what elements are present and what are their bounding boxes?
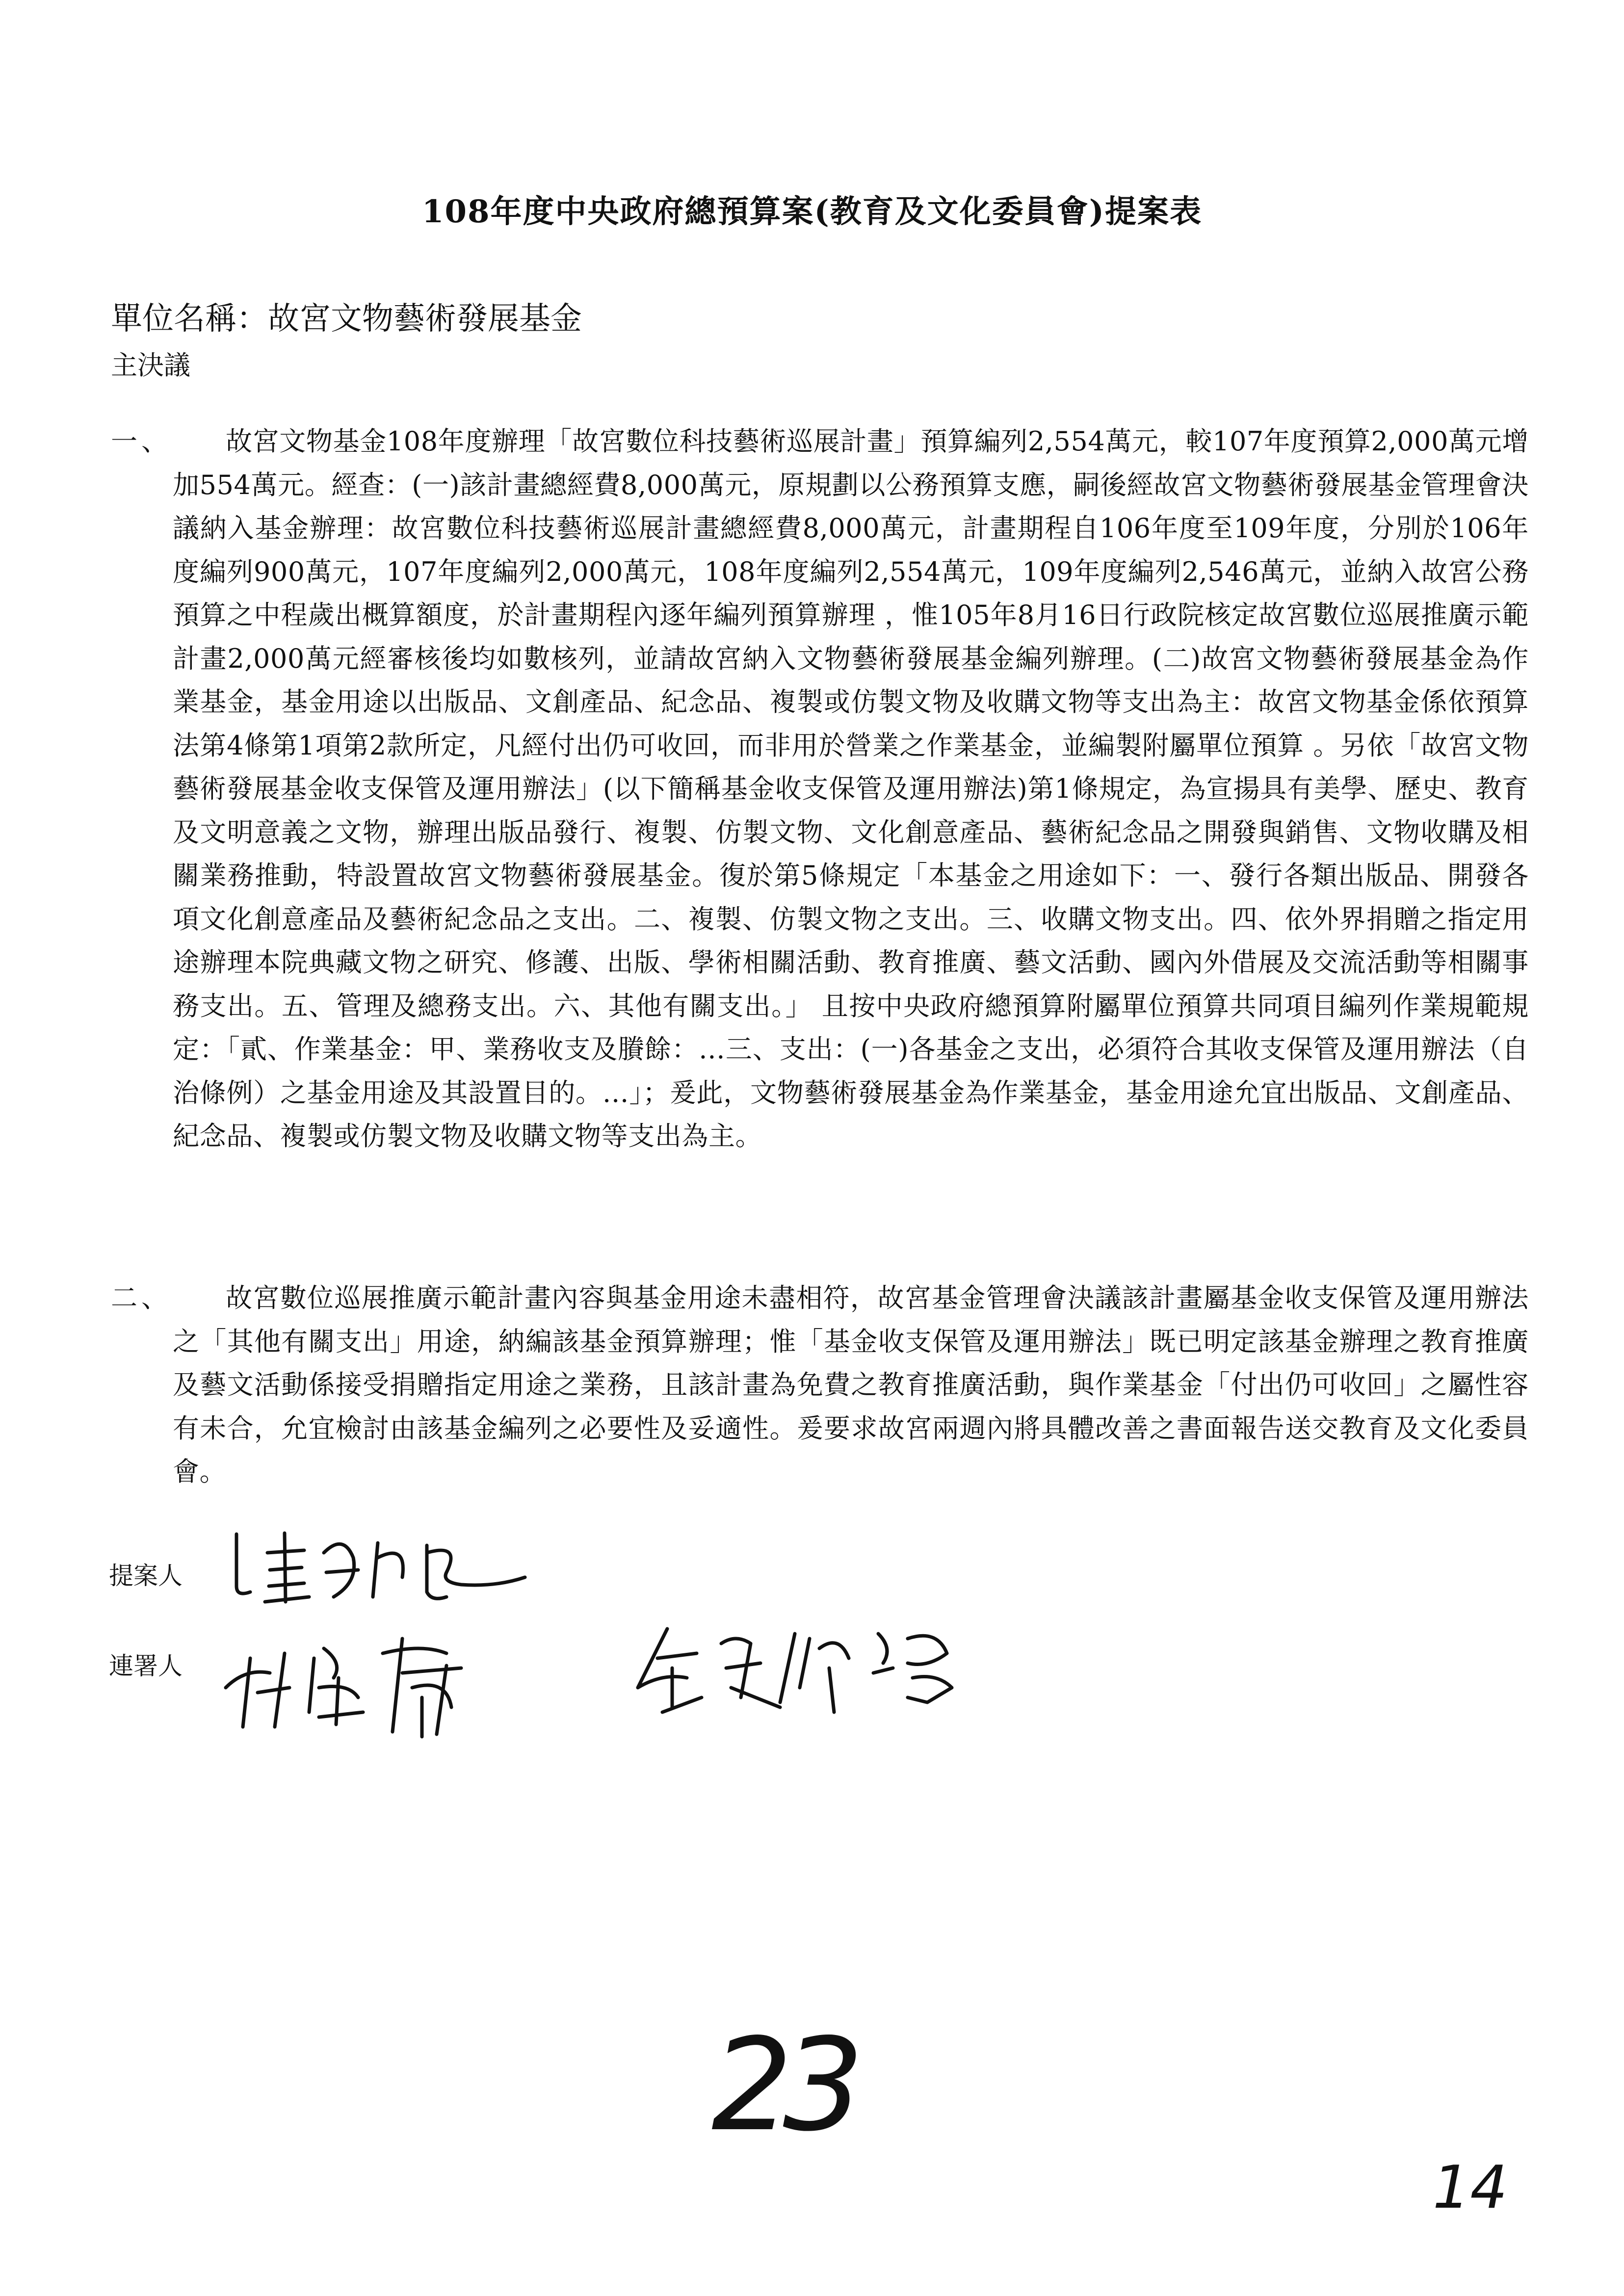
sub-heading: 主決議: [111, 350, 190, 381]
item-number: 二、: [111, 1282, 172, 1313]
resolution-item: [111, 1277, 1529, 1494]
item-number: 一、: [111, 426, 172, 457]
document-title: 108年度中央政府總預算案(教育及文化委員會)提案表: [421, 193, 1203, 230]
unit-label: 單位名稱：: [111, 301, 268, 337]
cosigner-label: 連署人: [109, 1652, 183, 1680]
item-text: 故宮文物基金108年度辦理「故宮數位科技藝術巡展計畫」預算編列2,554萬元，較107年度預算2,000萬元增加554萬元。經查：(一)該計畫總經費8,000萬元，原規劃以公務預算支應，嗣後經故宮文物藝術發展基金管理會決議納入基金辦理：故宮數位科技藝術巡展計畫總經費8,000萬元，計畫期程自106年度至109年度，分別於106年度編列900萬元，107年度編列2,000萬元，108年度編列2,554萬元，109年度編列2,546萬元，並納入故宮公務預算之中程歲出概算額度，於計畫期程內逐年編列預算辦理 ，惟105年8月16日行政院核定故宮數位巡展推廣示範計畫2,000萬元經審核後均如數核列，並請故宮納入文物藝術發展基金編列辦理。(二)故宮文物藝術發展基金為作業基金，基金用途以出版品、文創產品、紀念品、複製或仿製文物及收購文物等支出為主：故宮文物基金係依預算法第4條第1項第2款所定，凡經付出仍可收回，而非用於營業之作業基金，並編製附屬單位預算 。另依「故宮文物藝術發展基金收支保管及運用辦法」(以下簡稱基金收支保管及運用辦法)第1條規定，為宣揚具有美學、歷史、教育及文明意義之文物，辦理出版品發行、複製、仿製文物、文化創意產品、藝術紀念品之開發與銷售、文物收購及相關業務推動，特設置故宮文物藝術發展基金。復於第5條規定「本基金之用途如下：一、發行各類出版品、開發各項文化創意產品及藝術紀念品之支出。二、複製、仿製文物之支出。三、收購文物支出。四、依外界捐贈之指定用途辦理本院典藏文物之研究、修護、出版、學術相關活動、教育推廣、藝文活動、國內外借展及交流活動等相關事務支出。五、管理及總務支出。六、其他有關支出。」 且按中央政府總預算附屬單位預算共同項目編列作業規範規定：「貳、作業基金：甲、業務收支及賸餘：…三、支出：(一)各基金之支出，必須符合其收支保管及運用辦法（自治條例）之基金用途及其設置目的。…」；爰此，文物藝術發展基金為作業基金，基金用途允宜出版品、文創產品、紀念品、複製或仿製文物及收購文物等支出為主。: [173, 426, 1529, 1151]
cosigner-signature: [216, 1619, 540, 1742]
proposer-signature: [231, 1523, 530, 1607]
handwritten-sheet-number: 14: [1433, 2154, 1508, 2222]
cosigner-signature: [633, 1614, 986, 1717]
unit-name-line: [111, 293, 582, 339]
item-text: 故宮數位巡展推廣示範計畫內容與基金用途未盡相符，故宮基金管理會決議該計畫屬基金收支保管及運用辦法之「其他有關支出」用途，納編該基金預算辦理；惟「基金收支保管及運用辦法」既已明定該基金辦理之教育推廣及藝文活動係接受捐贈指定用途之業務，且該計畫為免費之教育推廣活動，與作業基金「付出仍可收回」之屬性容有未合，允宜檢討由該基金編列之必要性及妥適性。爰要求故宮兩週內將具體改善之書面報告送交教育及文化委員會。: [173, 1282, 1529, 1487]
unit-name: 故宮文物藝術發展基金: [268, 301, 582, 337]
handwritten-page-number: 23: [711, 2011, 854, 2160]
proposer-label: 提案人: [109, 1562, 183, 1590]
resolution-item: [111, 420, 1529, 1158]
